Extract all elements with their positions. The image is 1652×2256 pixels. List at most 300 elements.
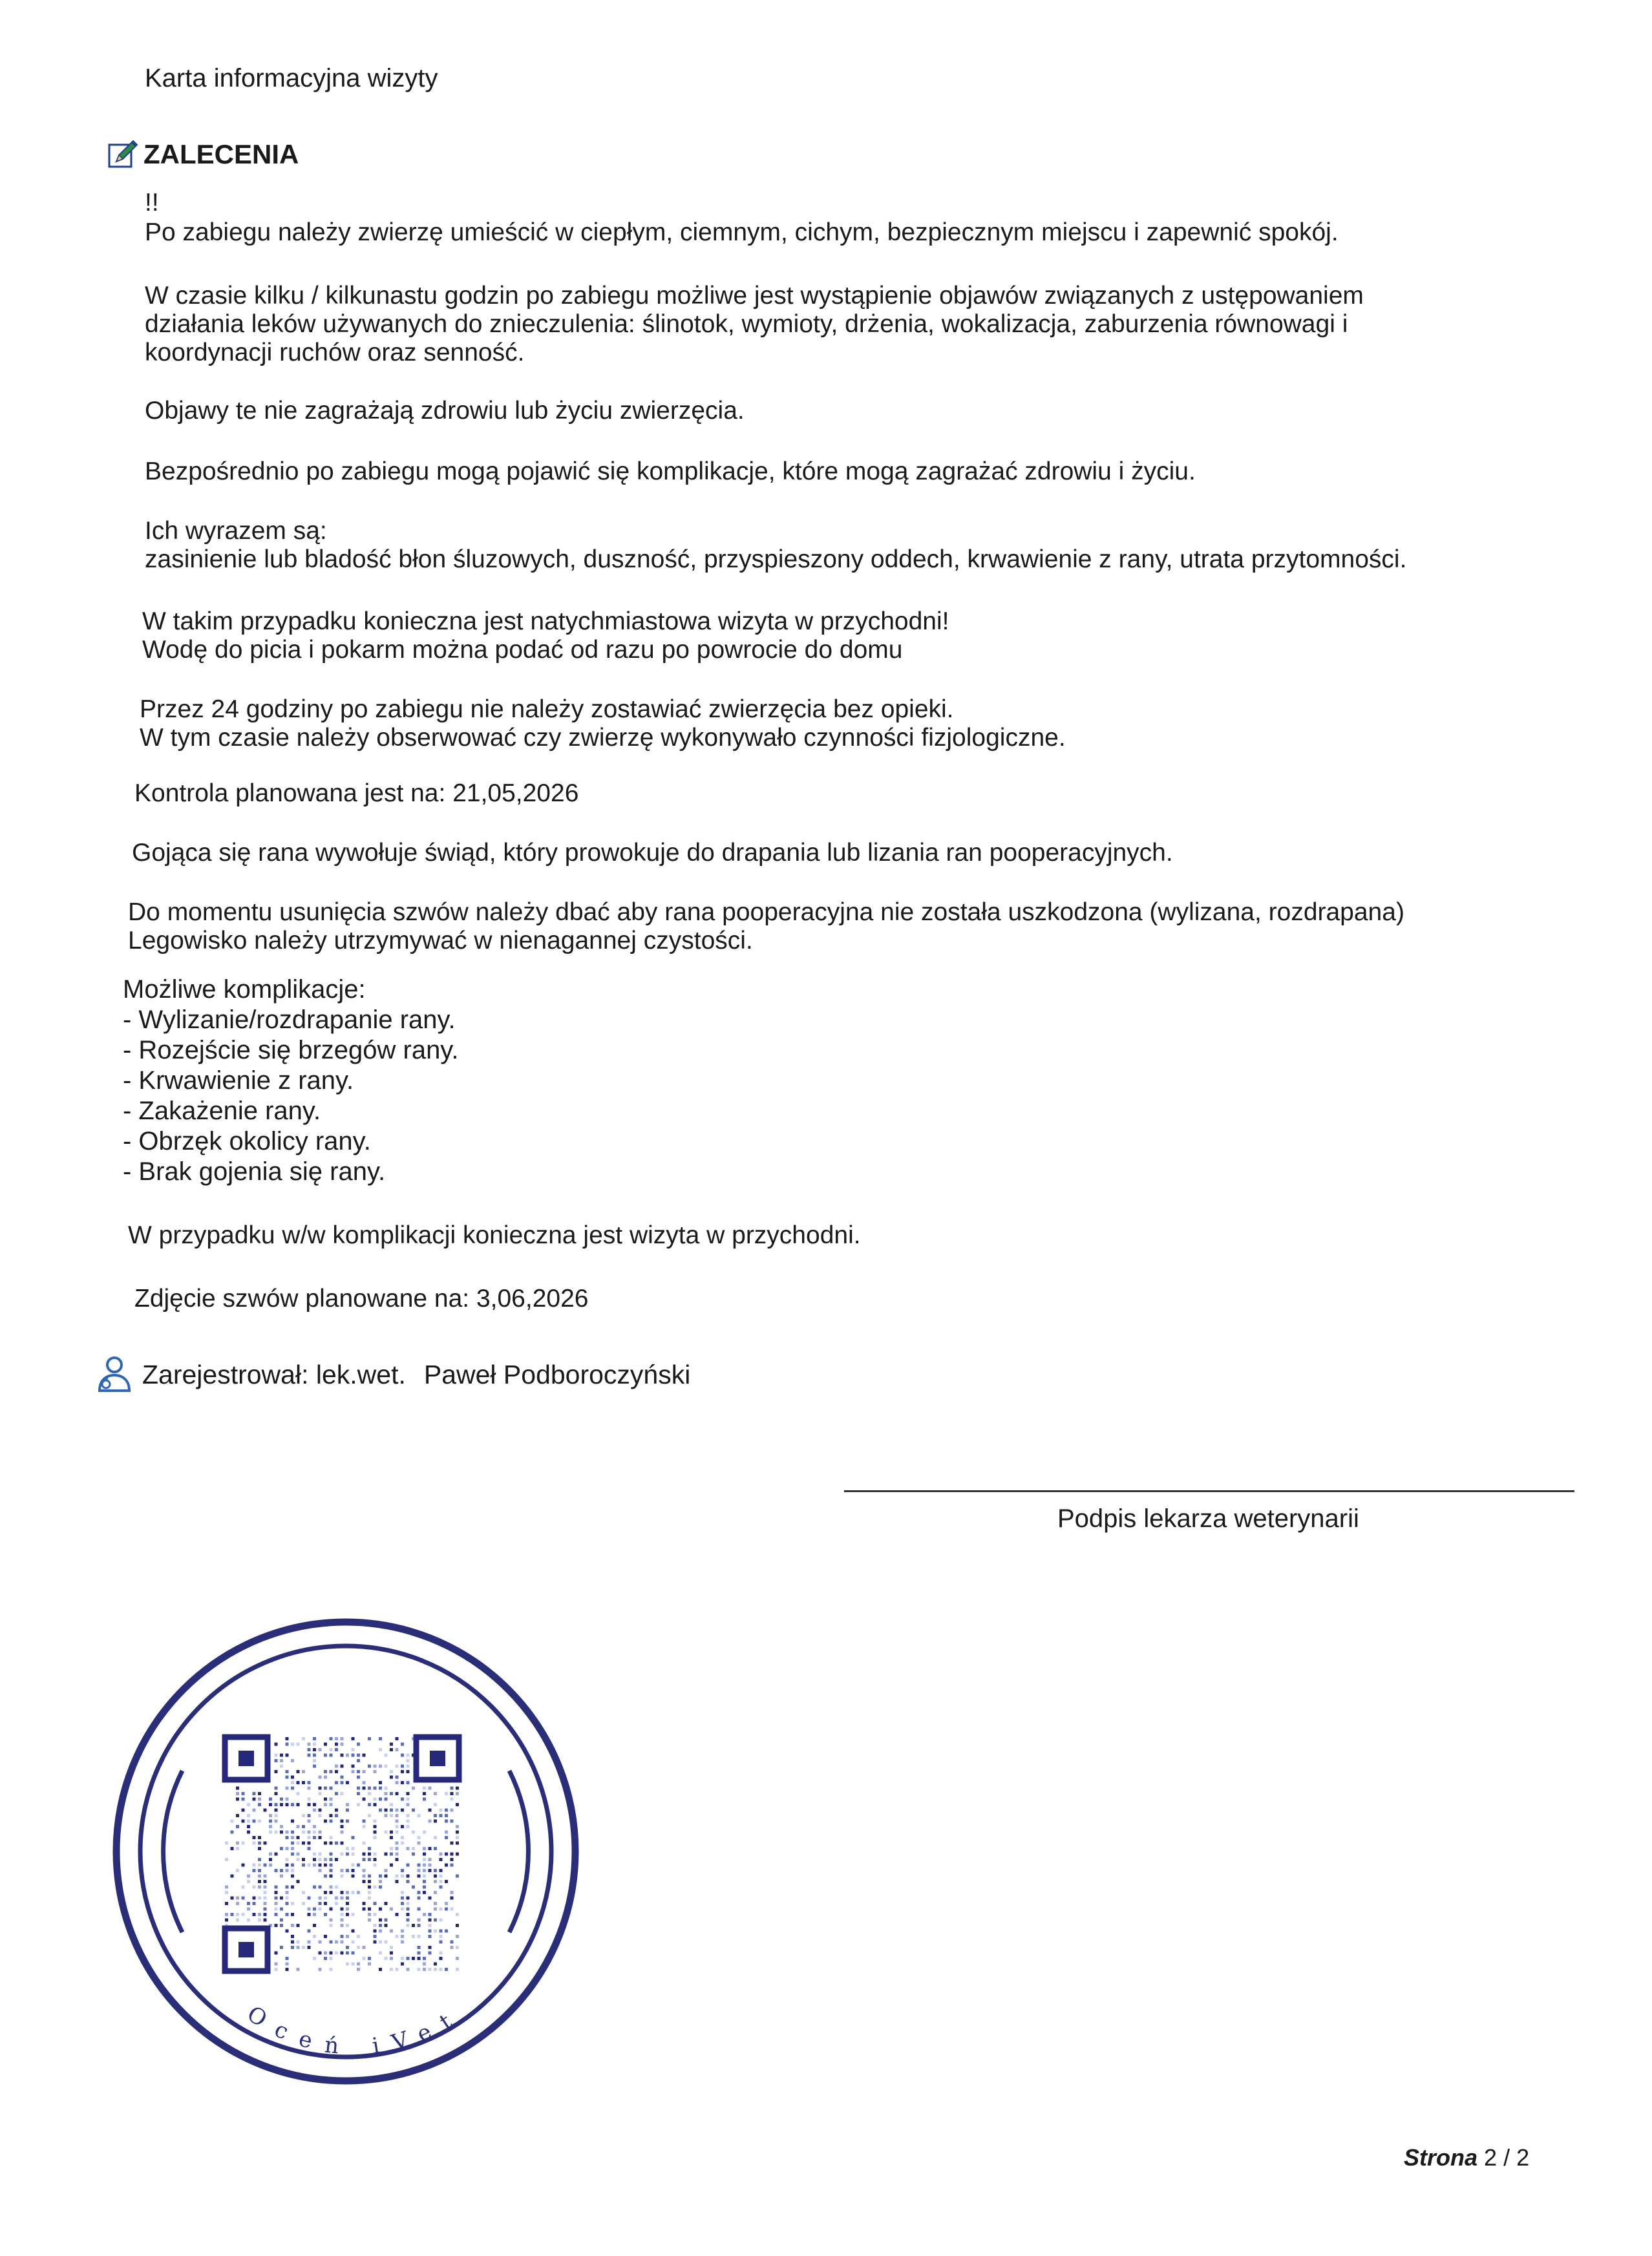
qr-module <box>363 1946 366 1949</box>
qr-module <box>346 1869 349 1872</box>
paragraph-anesthesia-symptoms: W czasie kilku / kilkunastu godzin po zabiegu możliwe jest wystąpienie objawów związanych z ustępowaniem działania leków używanych do znieczulenia: ślinotok, wymioty, drżenia, wokalizacja, zaburzenia równowagi i koordynacji ruchów oraz senność. <box>145 282 1364 366</box>
qr-module <box>401 1765 404 1768</box>
qr-module <box>456 1792 459 1795</box>
qr-module <box>407 1847 410 1850</box>
qr-module <box>291 1946 294 1949</box>
qr-finder-top-left <box>225 1737 268 1780</box>
paragraph-placement: Po zabiegu należy zwierzę umieścić w ciepłym, ciemnym, cichym, bezpiecznym miejscu i zapewnić spokój. <box>145 218 1339 246</box>
qr-module <box>275 1968 278 1971</box>
qr-module <box>319 1886 322 1889</box>
qr-module <box>429 1869 432 1872</box>
qr-module <box>280 1759 283 1762</box>
qr-module <box>258 1858 261 1861</box>
qr-module <box>335 1737 338 1740</box>
qr-module <box>434 1880 437 1883</box>
qr-module <box>330 1924 333 1927</box>
qr-module <box>280 1831 283 1834</box>
qr-module <box>439 1952 443 1955</box>
qr-module <box>308 1754 311 1757</box>
qr-module <box>390 1748 393 1751</box>
qr-module <box>286 1803 289 1806</box>
qr-module <box>346 1891 349 1894</box>
qr-module <box>286 1776 289 1779</box>
qr-module <box>407 1798 410 1801</box>
qr-module <box>319 1902 322 1905</box>
qr-module <box>439 1941 443 1944</box>
qr-module <box>313 1831 316 1834</box>
qr-module <box>346 1952 349 1955</box>
qr-module <box>324 1864 327 1867</box>
qr-module <box>385 1957 388 1960</box>
qr-module <box>429 1847 432 1850</box>
qr-module <box>374 1770 377 1773</box>
qr-module <box>291 1886 294 1889</box>
qr-module <box>297 1825 300 1828</box>
qr-module <box>412 1809 415 1812</box>
qr-module <box>407 1968 410 1971</box>
qr-module <box>385 1869 388 1872</box>
qr-module <box>313 1858 316 1861</box>
qr-module <box>236 1842 239 1845</box>
qr-module <box>258 1919 261 1922</box>
qr-module <box>445 1814 448 1817</box>
qr-module <box>324 1770 327 1773</box>
qr-module <box>313 1913 316 1916</box>
qr-module <box>335 1886 338 1889</box>
qr-module <box>346 1809 349 1812</box>
qr-module <box>297 1924 300 1927</box>
section-header <box>107 138 299 171</box>
qr-finder-bottom-left <box>225 1928 268 1971</box>
qr-module <box>412 1831 415 1834</box>
qr-module <box>456 1935 459 1938</box>
qr-module <box>291 1820 294 1823</box>
qr-module <box>313 1836 316 1839</box>
qr-module <box>253 1792 256 1795</box>
qr-module <box>407 1814 410 1817</box>
qr-module <box>368 1765 371 1768</box>
qr-module <box>439 1880 443 1883</box>
qr-module <box>450 1908 454 1911</box>
qr-module <box>242 1792 245 1795</box>
qr-module <box>302 1946 305 1949</box>
qr-module <box>330 1968 333 1971</box>
qr-module <box>352 1952 355 1955</box>
sutures-date: 3,06,2026 <box>476 1285 589 1312</box>
qr-module <box>291 1864 294 1867</box>
qr-module <box>429 1897 432 1900</box>
qr-module <box>368 1908 371 1911</box>
qr-module <box>429 1930 432 1933</box>
qr-module <box>313 1765 316 1768</box>
qr-module <box>401 1930 404 1933</box>
qr-module <box>253 1902 256 1905</box>
qr-module <box>346 1963 349 1966</box>
qr-module <box>286 1847 289 1850</box>
qr-module <box>407 1864 410 1867</box>
qr-module <box>352 1913 355 1916</box>
qr-module <box>308 1946 311 1949</box>
qr-module <box>434 1814 437 1817</box>
qr-module <box>412 1886 415 1889</box>
qr-module <box>423 1847 426 1850</box>
qr-module <box>363 1781 366 1784</box>
qr-module <box>456 1913 459 1916</box>
qr-module <box>324 1913 327 1916</box>
qr-module <box>390 1957 393 1960</box>
qr-module <box>275 1891 278 1894</box>
qr-module <box>297 1853 300 1856</box>
qr-module <box>313 1809 316 1812</box>
qr-module <box>418 1968 421 1971</box>
qr-module <box>456 1968 459 1971</box>
qr-module <box>368 1803 371 1806</box>
complications-header: Możliwe komplikacje: <box>123 975 366 1004</box>
qr-module <box>236 1897 239 1900</box>
qr-module <box>445 1968 448 1971</box>
qr-module <box>253 1886 256 1889</box>
qr-module <box>396 1880 399 1883</box>
qr-module <box>352 1930 355 1933</box>
qr-module <box>324 1798 327 1801</box>
qr-module <box>275 1814 278 1817</box>
qr-module <box>253 1864 256 1867</box>
qr-module <box>236 1869 239 1872</box>
qr-module <box>429 1864 432 1867</box>
qr-module <box>330 1875 333 1878</box>
qr-module <box>264 1809 267 1812</box>
qr-module <box>439 1930 443 1933</box>
qr-module <box>341 1754 344 1757</box>
qr-module <box>445 1853 448 1856</box>
qr-module <box>368 1814 371 1817</box>
pencil-edit-icon <box>107 138 140 171</box>
list-item: - Zakażenie rany. <box>123 1097 321 1125</box>
qr-module <box>368 1853 371 1856</box>
qr-module <box>308 1941 311 1944</box>
qr-module <box>357 1935 360 1938</box>
qr-finder-top-right <box>416 1737 459 1780</box>
qr-module <box>225 1902 228 1905</box>
qr-module <box>280 1803 283 1806</box>
qr-module <box>297 1880 300 1883</box>
qr-module <box>313 1825 316 1828</box>
seal-text: Oceń iVet <box>242 2001 469 2061</box>
qr-module <box>418 1946 421 1949</box>
qr-module <box>401 1743 404 1746</box>
qr-module <box>291 1743 294 1746</box>
qr-module <box>291 1803 294 1806</box>
qr-module <box>445 1831 448 1834</box>
qr-module <box>429 1924 432 1927</box>
qr-module <box>352 1754 355 1757</box>
qr-module <box>286 1968 289 1971</box>
qr-module <box>231 1831 234 1834</box>
qr-module <box>264 1902 267 1905</box>
qr-module <box>374 1825 377 1828</box>
qr-module <box>341 1913 344 1916</box>
qr-module <box>385 1919 388 1922</box>
qr-module <box>346 1935 349 1938</box>
qr-module <box>330 1737 333 1740</box>
qr-module <box>297 1770 300 1773</box>
qr-module <box>341 1935 344 1938</box>
qr-module <box>258 1869 261 1872</box>
qr-module <box>423 1798 426 1801</box>
qr-module <box>374 1765 377 1768</box>
qr-module <box>401 1902 404 1905</box>
qr-module <box>341 1952 344 1955</box>
qr-module <box>275 1963 278 1966</box>
qr-module <box>363 1875 366 1878</box>
qr-module <box>253 1820 256 1823</box>
qr-module <box>242 1809 245 1812</box>
qr-module <box>324 1743 327 1746</box>
qr-module <box>396 1748 399 1751</box>
qr-module <box>450 1897 454 1900</box>
qr-module <box>456 1803 459 1806</box>
qr-module <box>390 1814 393 1817</box>
qr-module <box>379 1787 382 1790</box>
paragraph-no-threat: Objawy te nie zagrażają zdrowiu lub życiu zwierzęcia. <box>145 397 745 425</box>
qr-module <box>357 1946 360 1949</box>
qr-module <box>346 1803 349 1806</box>
qr-module <box>434 1930 437 1933</box>
qr-module <box>242 1913 245 1916</box>
paragraph-supervision: Przez 24 godziny po zabiegu nie należy zostawiać zwierzęcia bez opieki. W tym czasie należy obserwować czy zwierzę wykonywało czynności fizjologiczne. <box>140 695 1066 752</box>
qr-module <box>258 1798 261 1801</box>
qr-module <box>308 1836 311 1839</box>
qr-module <box>374 1924 377 1927</box>
qr-module <box>313 1748 316 1751</box>
qr-module <box>286 1891 289 1894</box>
qr-module <box>319 1869 322 1872</box>
qr-module <box>407 1825 410 1828</box>
qr-module <box>407 1770 410 1773</box>
qr-module <box>313 1803 316 1806</box>
qr-module <box>319 1864 322 1867</box>
qr-module <box>341 1820 344 1823</box>
qr-module <box>286 1957 289 1960</box>
qr-module <box>363 1902 366 1905</box>
qr-module <box>275 1820 278 1823</box>
qr-module <box>275 1853 278 1856</box>
qr-module <box>407 1765 410 1768</box>
qr-module <box>363 1754 366 1757</box>
qr-module <box>308 1847 311 1850</box>
qr-module <box>396 1968 399 1971</box>
qr-module <box>291 1935 294 1938</box>
qr-module <box>379 1924 382 1927</box>
qr-module <box>379 1880 382 1883</box>
qr-module <box>258 1897 261 1900</box>
qr-module <box>439 1919 443 1922</box>
qr-module <box>357 1759 360 1762</box>
qr-module <box>346 1820 349 1823</box>
qr-module <box>313 1759 316 1762</box>
qr-module <box>374 1853 377 1856</box>
qr-module <box>418 1897 421 1900</box>
qr-module <box>401 1798 404 1801</box>
qr-module <box>308 1908 311 1911</box>
qr-module <box>313 1935 316 1938</box>
qr-module <box>275 1886 278 1889</box>
qr-module <box>264 1880 267 1883</box>
qr-module <box>412 1924 415 1927</box>
qr-module <box>264 1842 267 1845</box>
qr-module <box>291 1759 294 1762</box>
qr-module <box>374 1858 377 1861</box>
qr-module <box>308 1913 311 1916</box>
qr-module <box>302 1825 305 1828</box>
qr-module <box>330 1853 333 1856</box>
qr-module <box>379 1765 382 1768</box>
qr-module <box>407 1820 410 1823</box>
qr-module <box>330 1803 333 1806</box>
qr-module <box>396 1737 399 1740</box>
qr-module <box>341 1919 344 1922</box>
qr-module <box>258 1880 261 1883</box>
qr-module <box>450 1853 454 1856</box>
qr-module <box>286 1743 289 1746</box>
qr-module <box>247 1814 250 1817</box>
qr-module <box>396 1825 399 1828</box>
qr-module <box>357 1770 360 1773</box>
qr-module <box>313 1924 316 1927</box>
qr-module <box>401 1754 404 1757</box>
qr-module <box>280 1847 283 1850</box>
qr-module <box>368 1792 371 1795</box>
qr-module <box>324 1891 327 1894</box>
qr-module <box>346 1897 349 1900</box>
qr-module <box>396 1831 399 1834</box>
qr-module <box>313 1743 316 1746</box>
qr-module <box>352 1770 355 1773</box>
paragraph-urgent-visit: W takim przypadku konieczna jest natychmiastowa wizyta w przychodni! Wodę do picia i pokarm można podać od razu po powrocie do domu <box>142 607 949 664</box>
qr-module <box>242 1842 245 1845</box>
qr-module <box>385 1787 388 1790</box>
qr-module <box>396 1935 399 1938</box>
qr-module <box>374 1798 377 1801</box>
qr-module <box>346 1754 349 1757</box>
qr-module <box>374 1787 377 1790</box>
paragraph-complications-warning: Bezpośrednio po zabiegu mogą pojawić się komplikacje, które mogą zagrażać zdrowiu i życiu. <box>145 458 1196 485</box>
qr-module <box>390 1847 393 1850</box>
qr-module <box>374 1803 377 1806</box>
qr-module <box>236 1814 239 1817</box>
qr-module <box>352 1748 355 1751</box>
qr-module <box>390 1770 393 1773</box>
qr-module <box>434 1836 437 1839</box>
qr-module <box>368 1963 371 1966</box>
qr-module <box>390 1831 393 1834</box>
qr-module <box>308 1781 311 1784</box>
qr-module <box>247 1880 250 1883</box>
qr-module <box>291 1902 294 1905</box>
qr-module <box>247 1902 250 1905</box>
qr-module <box>330 1869 333 1872</box>
qr-module <box>280 1798 283 1801</box>
qr-module <box>374 1941 377 1944</box>
qr-module <box>341 1765 344 1768</box>
qr-module <box>319 1836 322 1839</box>
qr-module <box>324 1952 327 1955</box>
qr-module <box>396 1858 399 1861</box>
qr-module <box>390 1864 393 1867</box>
qr-module <box>275 1908 278 1911</box>
qr-module <box>368 1787 371 1790</box>
list-item: - Brak gojenia się rany. <box>123 1157 386 1186</box>
registration-name: Paweł Podboroczyński <box>423 1359 691 1389</box>
qr-module <box>236 1798 239 1801</box>
qr-module <box>429 1858 432 1861</box>
page-label: Strona <box>1404 2144 1478 2171</box>
qr-module <box>363 1825 366 1828</box>
qr-module <box>330 1820 333 1823</box>
paragraph-visit-required: W przypadku w/w komplikacji konieczna jest wizyta w przychodni. <box>128 1221 861 1249</box>
qr-module <box>253 1897 256 1900</box>
qr-module <box>439 1869 443 1872</box>
qr-module <box>341 1743 344 1746</box>
control-date: 21,05,2026 <box>452 779 579 807</box>
qr-module <box>407 1754 410 1757</box>
qr-module <box>319 1853 322 1856</box>
qr-module <box>324 1902 327 1905</box>
qr-module <box>297 1941 300 1944</box>
qr-module <box>286 1787 289 1790</box>
qr-module <box>258 1913 261 1916</box>
qr-module <box>275 1787 278 1790</box>
qr-module <box>330 1886 333 1889</box>
qr-module <box>302 1891 305 1894</box>
qr-module <box>264 1891 267 1894</box>
qr-module <box>330 1941 333 1944</box>
qr-module <box>302 1842 305 1845</box>
qr-module <box>368 1897 371 1900</box>
qr-module <box>236 1847 239 1850</box>
qr-module <box>385 1798 388 1801</box>
qr-module <box>445 1792 448 1795</box>
qr-module <box>225 1858 228 1861</box>
qr-module <box>335 1897 338 1900</box>
qr-module <box>291 1941 294 1944</box>
qr-module <box>308 1930 311 1933</box>
qr-module <box>379 1941 382 1944</box>
qr-module <box>401 1869 404 1872</box>
paragraph-signs: Ich wyrazem są: zasinienie lub bladość błon śluzowych, duszność, przyspieszony oddech, krwawienie z rany, utrata przytomności. <box>145 517 1407 573</box>
qr-module <box>313 1737 316 1740</box>
qr-module <box>385 1754 388 1757</box>
qr-module <box>456 1787 459 1790</box>
qr-module <box>434 1803 437 1806</box>
qr-module <box>324 1897 327 1900</box>
control-date-line <box>134 779 578 808</box>
qr-module <box>269 1825 272 1828</box>
qr-module <box>258 1803 261 1806</box>
qr-module <box>335 1842 338 1845</box>
qr-module <box>456 1842 459 1845</box>
qr-module <box>418 1919 421 1922</box>
qr-module <box>407 1803 410 1806</box>
qr-module <box>341 1853 344 1856</box>
qr-module <box>429 1820 432 1823</box>
qr-module <box>308 1814 311 1817</box>
qr-module <box>330 1787 333 1790</box>
qr-module <box>374 1930 377 1933</box>
qr-module <box>330 1908 333 1911</box>
qr-module <box>407 1875 410 1878</box>
qr-module <box>423 1968 426 1971</box>
